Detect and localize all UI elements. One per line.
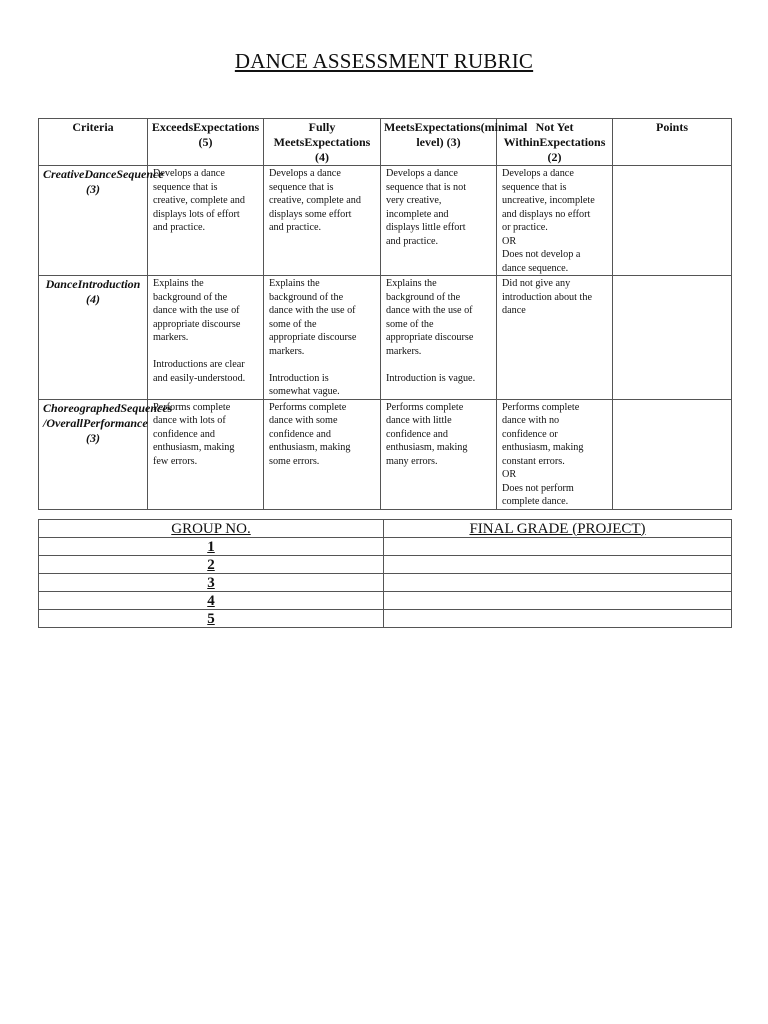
rubric-row-introduction — [39, 276, 732, 400]
points-cell[interactable] — [613, 399, 732, 509]
cell-text-line: sequence that is — [269, 181, 334, 193]
cell-text-line: background of the — [153, 291, 228, 303]
group-no-header: GROUP NO. — [39, 520, 384, 538]
group-number: 3 — [39, 574, 384, 592]
cell-text-line: dance — [502, 305, 526, 316]
cell-text-line: many errors. — [386, 455, 438, 467]
cell-text-line: Sequences / — [43, 400, 173, 430]
cell-text-line: some of the — [269, 318, 317, 330]
paragraph-gap — [269, 358, 378, 372]
final-grade-cell[interactable] — [384, 574, 732, 592]
cell-text-line: dance sequence. — [502, 262, 569, 274]
cell-text-line: Choreographed — [43, 400, 121, 415]
grade-row — [39, 610, 732, 628]
grade-row — [39, 592, 732, 610]
final-grade-cell[interactable] — [384, 610, 732, 628]
rubric-table — [38, 118, 732, 510]
grade-row — [39, 556, 732, 574]
cell-text-line: Performs complete — [502, 401, 580, 413]
cell-text-line: markers. — [269, 345, 305, 357]
header-exceeds — [148, 119, 264, 166]
cell-text-line: Explains the — [386, 278, 437, 289]
cell-text-line: enthusiasm, making — [153, 442, 235, 453]
cell-text-line: Expectations (4) — [304, 135, 371, 164]
cell-text-line: Sequence (3) — [86, 167, 164, 196]
cell-text-line: enthusiasm, making — [269, 442, 351, 453]
cell-text-line: Introduction (4) — [77, 277, 141, 306]
not-yet-cell — [497, 166, 613, 276]
cell-text-line: Creative — [43, 167, 85, 181]
cell-text-line: dance with little — [386, 415, 452, 426]
grades-header-row — [39, 520, 732, 538]
rubric-header-row — [39, 119, 732, 166]
rubric-row-performance — [39, 399, 732, 509]
cell-text-line: somewhat vague. — [269, 386, 340, 397]
cell-text-line: and easily-understood. — [153, 372, 246, 384]
cell-text-line: OR — [502, 235, 517, 247]
group-number: 4 — [39, 592, 384, 610]
grade-row — [39, 538, 732, 556]
cell-text-line: and practice. — [386, 235, 439, 247]
criteria-cell — [39, 399, 173, 509]
cell-text-line: some of the — [386, 318, 434, 330]
cell-text-line: background of the — [269, 291, 344, 303]
cell-text-line: Develops a dance — [502, 168, 574, 179]
cell-text-line: Did not give any — [502, 278, 571, 289]
cell-text-line: displays little effort — [386, 222, 466, 233]
final-grade-header: FINAL GRADE (PROJECT) — [384, 520, 732, 538]
final-grade-cell[interactable] — [384, 592, 732, 610]
cell-text-line: displays some effort — [269, 208, 352, 220]
cell-text-line: or practice. — [502, 222, 548, 233]
final-grade-cell[interactable] — [384, 538, 732, 556]
final-grade-cell[interactable] — [384, 556, 732, 574]
meets-cell — [381, 399, 497, 509]
cell-text-line: Introduction is vague. — [386, 372, 476, 384]
cell-text-line: Expectations (2) — [539, 135, 606, 164]
header-criteria: Criteria — [39, 119, 148, 166]
cell-text-line: Develops a dance — [386, 168, 458, 179]
cell-text-line: Does not develop a — [502, 249, 581, 260]
cell-text-line: background of the — [386, 291, 461, 303]
cell-text-line: Expectations (5) — [193, 120, 260, 149]
cell-text-line: enthusiasm, making — [502, 442, 584, 453]
cell-text-line: appropriate discourse — [386, 332, 474, 343]
fully-meets-cell — [264, 399, 381, 509]
cell-text-line: Exceeds — [151, 120, 194, 134]
cell-text-line: Overall — [46, 415, 83, 430]
cell-text-line: dance with the use of — [269, 305, 356, 316]
fully-meets-cell — [264, 166, 381, 276]
header-meets — [381, 119, 528, 166]
cell-text-line: sequence that is not — [386, 181, 467, 193]
cell-text-line: sequence that is — [153, 181, 218, 193]
cell-text-line: very creative, — [386, 195, 442, 206]
cell-text-line: some errors. — [269, 455, 320, 467]
points-cell[interactable] — [613, 166, 732, 276]
grade-row — [39, 574, 732, 592]
cell-text-line: appropriate discourse — [269, 332, 357, 343]
cell-text-line: confidence or — [502, 428, 558, 440]
cell-text-line: and displays no effort — [502, 208, 591, 220]
cell-text-line: dance with the use of — [386, 305, 473, 316]
cell-text-line: Explains the — [153, 278, 204, 289]
cell-text-line: and practice. — [153, 222, 206, 233]
cell-text-line: confidence and — [153, 428, 215, 440]
cell-text-line: appropriate discourse — [153, 318, 241, 330]
not-yet-cell — [497, 276, 613, 400]
criteria-cell — [39, 166, 164, 276]
cell-text-line: and practice. — [269, 222, 322, 233]
cell-text-line: Develops a dance — [153, 168, 225, 179]
criteria-cell — [39, 276, 148, 400]
cell-text-line: constant errors. — [502, 455, 565, 467]
cell-text-line: incomplete and — [386, 208, 449, 220]
cell-text-line: Dance — [84, 167, 117, 181]
exceeds-cell — [148, 276, 264, 400]
paragraph-gap — [386, 358, 494, 372]
cell-text-line: Performs complete — [386, 401, 464, 413]
exceeds-cell — [148, 166, 264, 276]
fully-meets-cell — [264, 276, 381, 400]
cell-text-line: Does not perform — [502, 482, 574, 494]
cell-text-line: Develops a dance — [269, 168, 341, 179]
cell-text-line: Performs complete — [153, 401, 231, 413]
cell-text-line: Fully Meets — [273, 120, 336, 149]
cell-text-line: Explains the — [269, 278, 320, 289]
cell-text-line: Expectations — [414, 120, 481, 134]
group-number: 2 — [39, 556, 384, 574]
paragraph-gap — [153, 345, 261, 359]
cell-text-line: Introduction is — [269, 372, 329, 384]
cell-text-line: creative, complete and — [269, 195, 361, 206]
cell-text-line: dance with no — [502, 415, 560, 426]
grades-table — [38, 519, 732, 628]
cell-text-line: Performance (3) — [83, 415, 148, 445]
cell-text-line: Performs complete — [269, 401, 347, 413]
meets-cell — [381, 276, 497, 400]
cell-text-line: OR — [502, 469, 517, 480]
not-yet-cell — [497, 399, 613, 509]
cell-text-line: markers. — [153, 332, 189, 343]
meets-cell — [381, 166, 497, 276]
cell-text-line: introduction about the — [502, 291, 592, 303]
cell-text-line: dance with the use of — [153, 305, 240, 316]
cell-text-line: confidence and — [269, 428, 331, 440]
points-cell[interactable] — [613, 276, 732, 400]
group-number: 1 — [39, 538, 384, 556]
cell-text-line: dance with lots of — [153, 415, 226, 426]
header-fully-meets — [264, 119, 381, 166]
cell-text-line: Dance — [45, 277, 78, 291]
cell-text-line: displays lots of effort — [153, 208, 240, 220]
cell-text-line: few errors. — [153, 455, 198, 467]
cell-text-line: markers. — [386, 345, 422, 357]
cell-text-line: complete dance. — [502, 496, 569, 507]
cell-text-line: dance with some — [269, 415, 338, 426]
cell-text-line: confidence and — [386, 428, 448, 440]
cell-text-line: Introductions are clear — [153, 359, 245, 370]
cell-text-line: sequence that is — [502, 181, 567, 193]
cell-text-line: (minimal level) (3) — [416, 120, 528, 149]
cell-text-line: creative, complete and — [153, 195, 245, 206]
page-title: DANCE ASSESSMENT RUBRIC — [234, 49, 534, 73]
group-number: 5 — [39, 610, 384, 628]
header-points: Points — [613, 119, 732, 166]
cell-text-line: Meets — [384, 120, 415, 134]
cell-text-line: uncreative, incomplete — [502, 195, 595, 206]
cell-text-line: enthusiasm, making — [386, 442, 468, 453]
exceeds-cell — [148, 399, 264, 509]
rubric-row-creative — [39, 166, 732, 276]
cell-text-line: Not Yet Within — [503, 120, 574, 149]
